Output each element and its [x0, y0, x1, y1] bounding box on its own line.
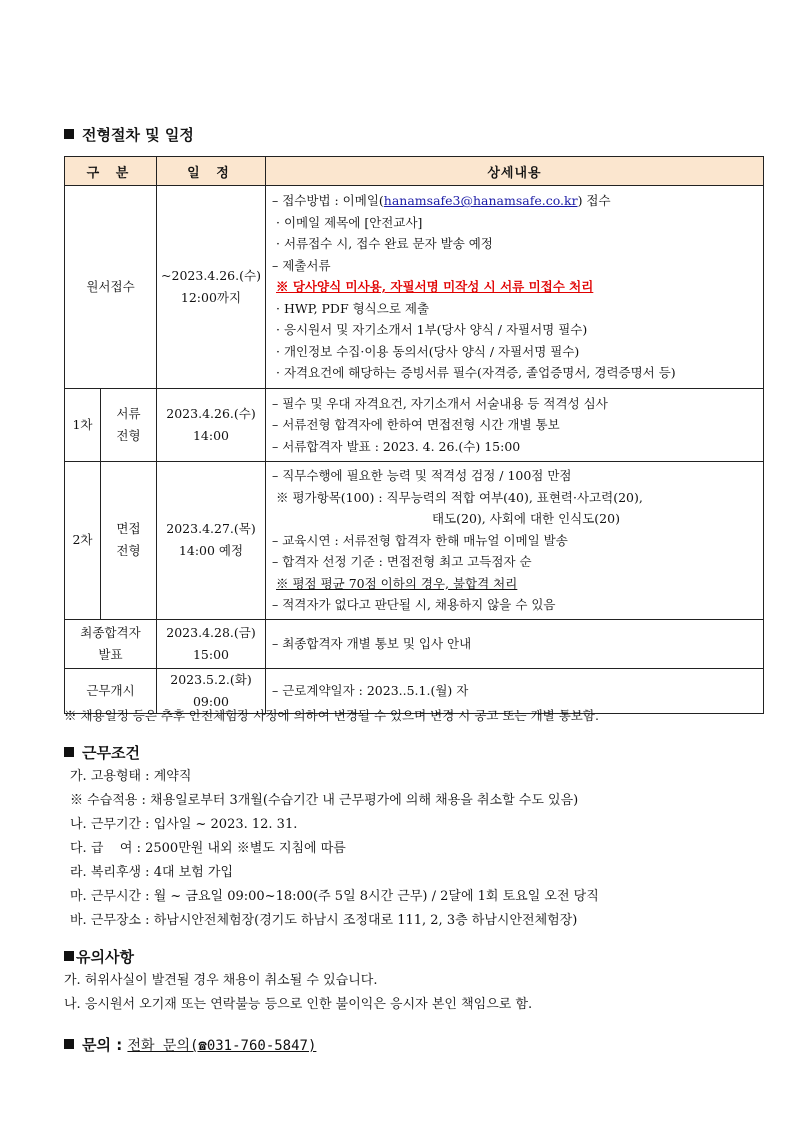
section-title-schedule: 전형절차 및 일정 — [64, 124, 194, 145]
category-cell: 원서접수 — [65, 186, 157, 389]
square-bullet-icon — [64, 951, 74, 961]
notice-item: 가. 허위사실이 발견될 경우 채용이 취소될 수 있습니다. — [64, 973, 378, 988]
detail-line: – 제출서류 — [272, 257, 331, 273]
detail-line: – 합격자 선정 기준 : 면접전형 최고 고득점자 순 — [272, 554, 532, 569]
detail-line: – 근로계약일자 : 2023..5.1.(월) 자 — [272, 682, 469, 698]
stage-cell: 2차 — [65, 462, 101, 620]
contact-label: 문의 : — [82, 1036, 123, 1054]
detail-line: – 최종합격자 개별 통보 및 입사 안내 — [272, 635, 472, 651]
detail-line: – 서류합격자 발표 : 2023. 4. 26.(수) 15:00 — [272, 438, 521, 454]
header-details: 상세내용 — [266, 157, 764, 186]
schedule-cell: 2023.4.26.(수) 14:00 — [157, 389, 266, 462]
condition-item: 바. 근무장소 : 하남시안전체험장(경기도 하남시 조정대로 111, 2, 3층 하남시안전체험장) — [70, 913, 578, 928]
detail-line: · 서류접수 시, 접수 완료 문자 발송 예정 — [276, 236, 493, 252]
category-cell: 근무개시 — [65, 668, 157, 713]
details-cell — [266, 186, 764, 389]
condition-item: 나. 근무기간 : 입사일 ~ 2023. 12. 31. — [70, 817, 298, 832]
category-cell: 면접 전형 — [101, 462, 157, 620]
details-cell — [266, 619, 764, 668]
schedule-cell: 2023.4.28.(금) 15:00 — [157, 619, 266, 668]
condition-item: 라. 복리후생 : 4대 보험 가입 — [70, 865, 234, 880]
schedule-cell: 2023.5.2.(화) 09:00 — [157, 668, 266, 713]
detail-line: – 적격자가 없다고 판단될 시, 채용하지 않을 수 있음 — [272, 597, 556, 612]
header-category: 구 분 — [65, 157, 157, 186]
square-bullet-icon — [64, 1039, 74, 1049]
table-row — [65, 619, 764, 668]
email-link[interactable]: hanamsafe3@hanamsafe.co.kr — [383, 193, 578, 209]
detail-line: – 접수방법 : 이메일(hanamsafe3@hanamsafe.co.kr) 접수 — [272, 193, 611, 209]
detail-line: · 개인정보 수집·이용 동의서(당사 양식 / 자필서명 필수) — [276, 343, 580, 359]
header-schedule: 일 정 — [157, 157, 266, 186]
square-bullet-icon — [64, 747, 74, 757]
table-header-row — [65, 157, 764, 186]
detail-line: · 자격요건에 해당하는 증빙서류 필수(자격증, 졸업증명서, 경력증명서 등) — [276, 365, 676, 381]
detail-line: – 서류전형 합격자에 한하여 면접전형 시간 개별 통보 — [272, 417, 560, 433]
section-title-notes: 유의사항 — [64, 946, 134, 967]
schedule-note: ※ 채용일정 등은 추후 안전체험장 사정에 의하여 변경될 수 있으며 변경 시 공고 또는 개별 통보함. — [64, 708, 599, 723]
detail-line: ※ 평점 평균 70점 이하의 경우, 불합격 처리 — [276, 575, 518, 591]
schedule-cell: ~2023.4.26.(수) 12:00까지 — [157, 186, 266, 389]
contact-section — [64, 1034, 316, 1055]
details-cell — [266, 462, 764, 620]
table-row — [65, 462, 764, 620]
category-cell: 서류 전형 — [101, 389, 157, 462]
condition-item: 다. 급 여 : 2500만원 내외 ※별도 지침에 따름 — [70, 841, 346, 856]
table-row — [65, 389, 764, 462]
detail-line: – 교육시연 : 서류전형 합격자 한해 매뉴얼 이메일 발송 — [272, 532, 568, 548]
detail-line: · 이메일 제목에 [안전교사] — [276, 214, 423, 230]
condition-item: 가. 고용형태 : 계약직 — [70, 769, 192, 784]
detail-line: – 직무수행에 필요한 능력 및 적격성 검정 / 100점 만점 — [272, 468, 572, 483]
detail-line: 태도(20), 사회에 대한 인식도(20) — [432, 511, 620, 526]
section-title-conditions: 근무조건 — [64, 742, 140, 763]
square-bullet-icon — [64, 129, 74, 139]
notice-item: 나. 응시원서 오기재 또는 연락불능 등으로 인한 불이익은 응시자 본인 책임으로 함. — [64, 997, 533, 1012]
detail-line: ※ 평가항목(100) : 직무능력의 적합 여부(40), 표현력·사고력(20), — [276, 489, 643, 505]
condition-item: ※ 수습적용 : 채용일로부터 3개월(수습기간 내 근무평가에 의해 채용을 취소할 수도 있음) — [70, 793, 579, 808]
category-cell: 최종합격자 발표 — [65, 619, 157, 668]
schedule-table — [64, 156, 764, 714]
stage-cell: 1차 — [65, 389, 101, 462]
condition-item: 마. 근무시간 : 월 ~ 금요일 09:00~18:00(주 5일 8시간 근무) / 2달에 1회 토요일 오전 당직 — [70, 889, 599, 904]
schedule-cell: 2023.4.27.(목) 14:00 예정 — [157, 462, 266, 620]
details-cell — [266, 389, 764, 462]
detail-line: · HWP, PDF 형식으로 제출 — [276, 300, 430, 316]
table-row — [65, 186, 764, 389]
warning-line: ※ 당사양식 미사용, 자필서명 미작성 시 서류 미접수 처리 — [276, 279, 594, 295]
phone-contact-link[interactable]: 전화 문의(☎031-760-5847) — [127, 1038, 317, 1054]
detail-line: – 필수 및 우대 자격요건, 자기소개서 서술내용 등 적격성 심사 — [272, 395, 608, 411]
detail-line: · 응시원서 및 자기소개서 1부(당사 양식 / 자필서명 필수) — [276, 322, 588, 338]
